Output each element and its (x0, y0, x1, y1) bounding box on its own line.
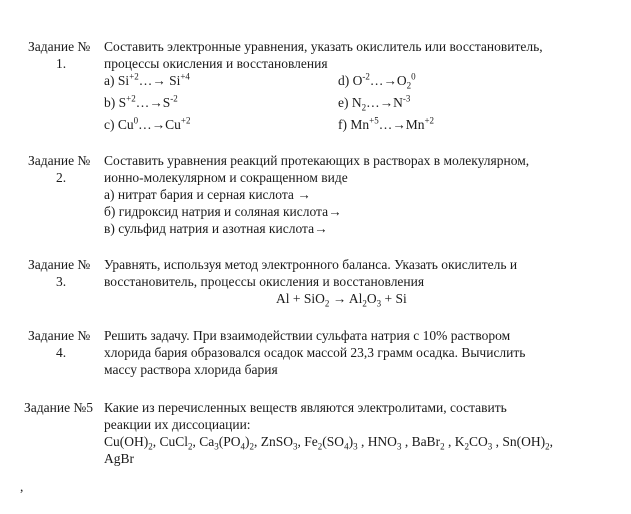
equation-f: f) $Mn^{+5}\dots\to Mn^{+2}$ (338, 115, 435, 132)
task-1-text: Составить электронные уравнения, указать окислитель или восстановитель, процессы окисления и восстановления (104, 39, 543, 71)
task-5-text: Какие из перечисленных веществ являются электролитами, составить реакции их диссоциации: $Cu(OH)_2$, CuCl$_2$, $Ca_3(PO_4)_2$, ZnSO$_3$, $Fe_2(SO_4)_3$ , $HNO_3$ , BaBr$_2$ , $K_2CO_3$ , $Sn(OH)_2$, AgBr (104, 399, 604, 467)
redox-reaction: $Al + SiO_2 \to Al_2O_3 + Si$ (276, 291, 407, 309)
task-1-label: Задание № 1. (28, 39, 91, 71)
equation-e: e) $N_2\dots\to N^{-3}$ (338, 93, 411, 113)
substances-list: $Cu(OH)_2$, CuCl$_2$, $Ca_3(PO_4)_2$, ZnSO$_3$, $Fe_2(SO_4)_3$ , $HNO_3$ , BaBr$_2$ , $K_2CO_3$ , $Sn(OH)_2$, (104, 434, 553, 452)
stray-comma: , (20, 479, 24, 494)
equation-a: a) $Si^{+2}\dots\to Si^{+4}$ (104, 71, 190, 88)
equation-b: b) $S^{+2}\dots\to S^{-2}$ (104, 93, 178, 110)
task-2-text: Составить уравнения реакций протекающих в растворах в молекулярном, ионно-молекулярном и сокращенном виде а) нитрат бария и серная кислота → б) гидроксид натрия и соляная кислота→ в) сульфид натрия и азотная кислота→ (104, 153, 530, 236)
equation-c: c) $Cu^0\dots\to Cu^{+2}$ (104, 115, 191, 132)
task-3-text: Уравнять, используя метод электронного баланса. Указать окислитель и восстановитель, процессы окисления и восстановления (104, 257, 518, 289)
task-2-label: Задание № 2. (28, 153, 91, 185)
equation-d: d) $O^{-2}\dots\to O_2^0$ (338, 71, 416, 91)
task-5-label: Задание №5 (24, 400, 94, 415)
task-3-label: Задание № 3. (28, 257, 91, 289)
task-4-label: Задание № 4. (28, 328, 91, 360)
task-4-text: Решить задачу. При взаимодействии сульфата натрия с 10% раствором хлорида бария образовался осадок массой 23,3 грамм осадка. Вычислить массу раствора хлорида бария (104, 328, 526, 377)
